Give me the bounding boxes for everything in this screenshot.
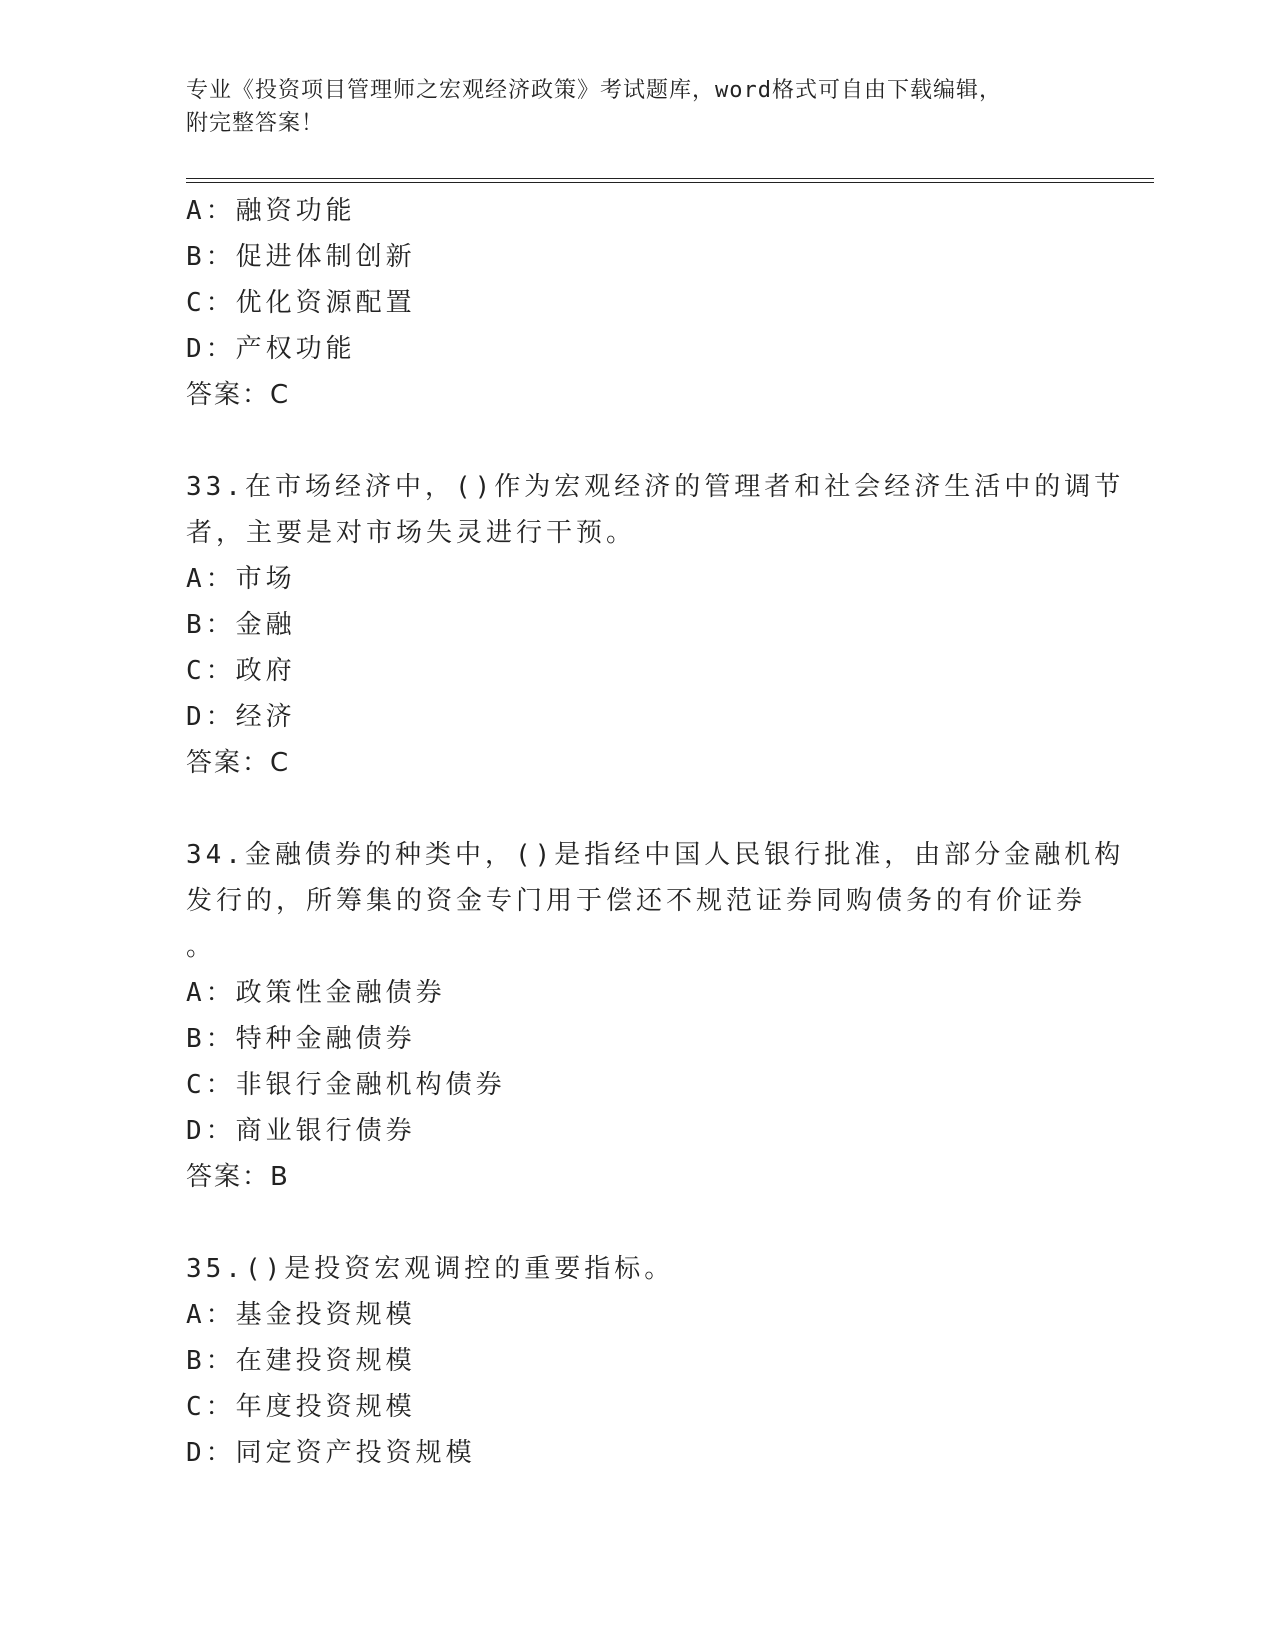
option-c: C：政府 bbox=[186, 656, 296, 686]
option-d: D：经济 bbox=[186, 702, 296, 732]
option-b: B：金融 bbox=[186, 610, 296, 640]
option-a: A：融资功能 bbox=[186, 196, 356, 226]
header-divider bbox=[186, 178, 1154, 183]
option-c: C：非银行金融机构债券 bbox=[186, 1070, 506, 1100]
question-32 bbox=[186, 188, 1086, 418]
question-stem-line: 35.()是投资宏观调控的重要指标。 bbox=[186, 1254, 675, 1284]
option-a: A：市场 bbox=[186, 564, 296, 594]
header-line-1: 专业《投资项目管理师之宏观经济政策》考试题库，word格式可自由下载编辑， bbox=[186, 78, 1002, 103]
question-33 bbox=[186, 464, 1125, 786]
option-d: D：同定资产投资规模 bbox=[186, 1438, 476, 1468]
question-stem-line: 33.在市场经济中，()作为宏观经济的管理者和社会经济生活中的调节 bbox=[186, 472, 1125, 502]
option-b: B：在建投资规模 bbox=[186, 1346, 416, 1376]
question-stem-line: 发行的，所筹集的资金专门用于偿还不规范证券同购债务的有价证券 bbox=[186, 886, 1087, 916]
option-a: A：基金投资规模 bbox=[186, 1300, 416, 1330]
option-b: B：促进体制创新 bbox=[186, 242, 416, 272]
option-c: C：年度投资规模 bbox=[186, 1392, 416, 1422]
document-page bbox=[186, 0, 1156, 1650]
header-line-2: 附完整答案！ bbox=[186, 111, 325, 136]
option-c: C：优化资源配置 bbox=[186, 288, 416, 318]
question-34 bbox=[186, 832, 1125, 1200]
question-list bbox=[186, 188, 1125, 1476]
answer: 答案：C bbox=[186, 380, 291, 410]
option-a: A：政策性金融债券 bbox=[186, 978, 446, 1008]
question-35 bbox=[186, 1246, 1086, 1476]
question-stem-line: 者，主要是对市场失灵进行干预。 bbox=[186, 518, 637, 548]
document-header bbox=[186, 74, 1066, 140]
option-d: D：商业银行债券 bbox=[186, 1116, 416, 1146]
answer: 答案：C bbox=[186, 748, 291, 778]
option-b: B：特种金融债券 bbox=[186, 1024, 416, 1054]
option-d: D：产权功能 bbox=[186, 334, 356, 364]
question-stem-line: 34.金融债券的种类中，()是指经中国人民银行批准，由部分金融机构 bbox=[186, 840, 1125, 870]
question-stem-line: 。 bbox=[186, 932, 217, 962]
answer: 答案：B bbox=[186, 1162, 290, 1192]
